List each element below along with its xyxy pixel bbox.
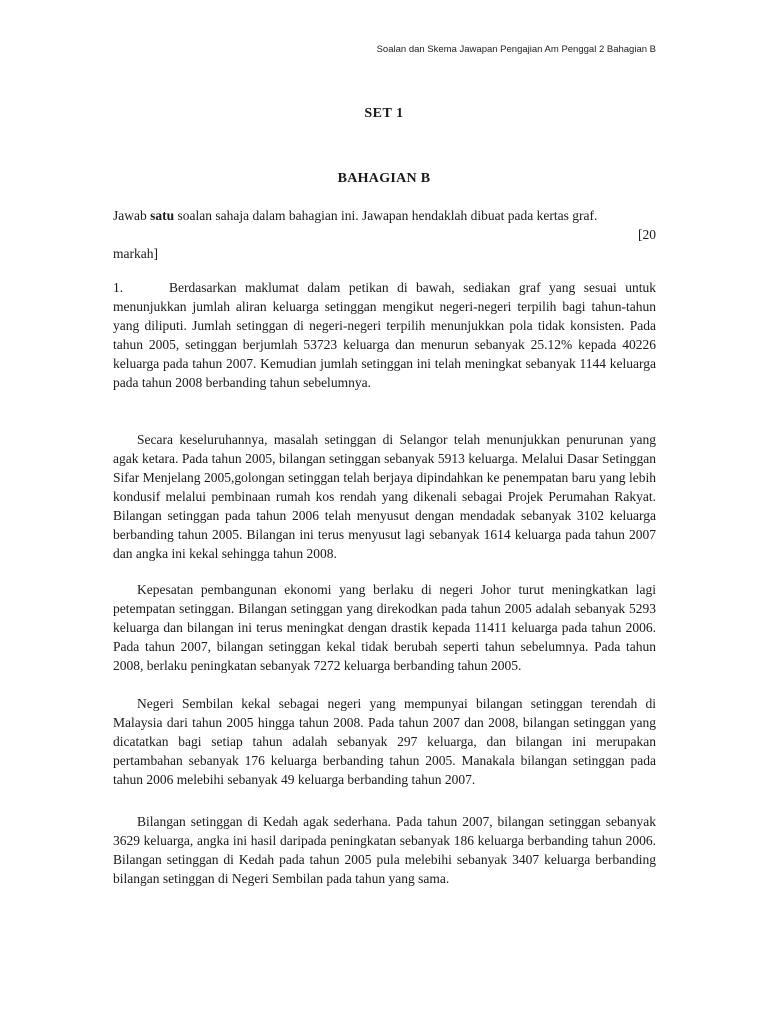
question-1-paragraph (113, 278, 656, 392)
running-header: Soalan dan Skema Jawapan Pengajian Am Penggal 2 Bahagian B (376, 44, 656, 55)
paragraph-negeri-sembilan: Negeri Sembilan kekal sebagai negeri yang mempunyai bilangan setinggan terendah di Malaysia dari tahun 2005 hingga tahun 2008. Pada tahun 2007 dan 2008, bilangan setinggan yang dicatatkan bagi setiap tahun adalah sebanyak 297 keluarga, dan bilangan ini merupakan pertambahan sebanyak 176 keluarga berbanding tahun 2005. Manakala bilangan setinggan pada tahun 2006 melebihi sebanyak 49 keluarga berbanding tahun 2007. (113, 696, 656, 787)
paragraph-johor-block (113, 580, 656, 675)
instruction-suffix: soalan sahaja dalam bahagian ini. Jawapan hendaklah dibuat pada kertas graf. (174, 208, 598, 223)
set-title: SET 1 (364, 106, 404, 121)
instruction-text (113, 206, 656, 225)
section-title: BAHAGIAN B (337, 171, 431, 186)
instruction-block (113, 206, 656, 263)
question-1-text: Berdasarkan maklumat dalam petikan di bawah, sediakan graf yang sesuai untuk menunjukkan jumlah aliran keluarga setinggan mengikut negeri-negeri terpilih bagi tahun-tahun yang diliputi. Jumlah setinggan di negeri-negeri terpilih menunjukkan pola tidak konsisten. Pada tahun 2005, setinggan berjumlah 53723 keluarga dan menurun sebanyak 25.12% kepada 40226 keluarga pada tahun 2007. Kemudian jumlah setinggan ini telah meningkat sebanyak 1144 keluarga pada tahun 2008 berbanding tahun sebelumnya. (113, 280, 656, 390)
paragraph-selangor: Secara keseluruhannya, masalah setinggan di Selangor telah menunjukkan penurunan yang agak ketara. Pada tahun 2005, bilangan setinggan sebanyak 5913 keluarga. Melalui Dasar Setinggan Sifar Menjelang 2005,golongan setinggan telah berjaya dipindahkan ke penempatan baru yang lebih kondusif melalui pembinaan rumah kos rendah yang dikenali sebagai Projek Perumahan Rakyat. Bilangan setinggan pada tahun 2006 telah menyusut dengan mendadak sebanyak 3102 keluarga berbanding tahun 2005. Bilangan ini terus menyusut lagi sebanyak 1614 keluarga pada tahun 2007 dan angka ini kekal sehingga tahun 2008. (113, 432, 656, 561)
marks-open: [20 (638, 227, 656, 242)
paragraph-kedah-block (113, 812, 656, 888)
marks-close: markah] (113, 246, 158, 261)
question-1-block (113, 278, 656, 392)
paragraph-negeri-sembilan-block (113, 694, 656, 789)
instruction-prefix: Jawab (113, 208, 151, 223)
instruction-bold-word: satu (150, 208, 175, 223)
question-number: 1. (113, 280, 124, 295)
paragraph-johor: Kepesatan pembangunan ekonomi yang berlaku di negeri Johor turut meningkatkan lagi petempatan setinggan. Bilangan setinggan yang direkodkan pada tahun 2005 adalah sebanyak 5293 keluarga dan bilangan ini terus meningkat dengan drastik kepada 11411 keluarga pada tahun 2006. Pada tahun 2007, bilangan setinggan kekal tidak berubah seperti tahun sebelumnya. Pada tahun 2008, berlaku peningkatan sebanyak 7272 keluarga berbanding tahun 2005. (113, 582, 656, 673)
paragraph-selangor-block (113, 430, 656, 563)
paragraph-kedah: Bilangan setinggan di Kedah agak sederhana. Pada tahun 2007, bilangan setinggan sebanyak 3629 keluarga, angka ini hasil daripada peningkatan sebanyak 186 keluarga berbanding tahun 2006. Bilangan setinggan di Kedah pada tahun 2005 pula melebihi sebanyak 3407 keluarga berbanding bilangan setinggan di Negeri Sembilan pada tahun yang sama. (113, 814, 656, 886)
